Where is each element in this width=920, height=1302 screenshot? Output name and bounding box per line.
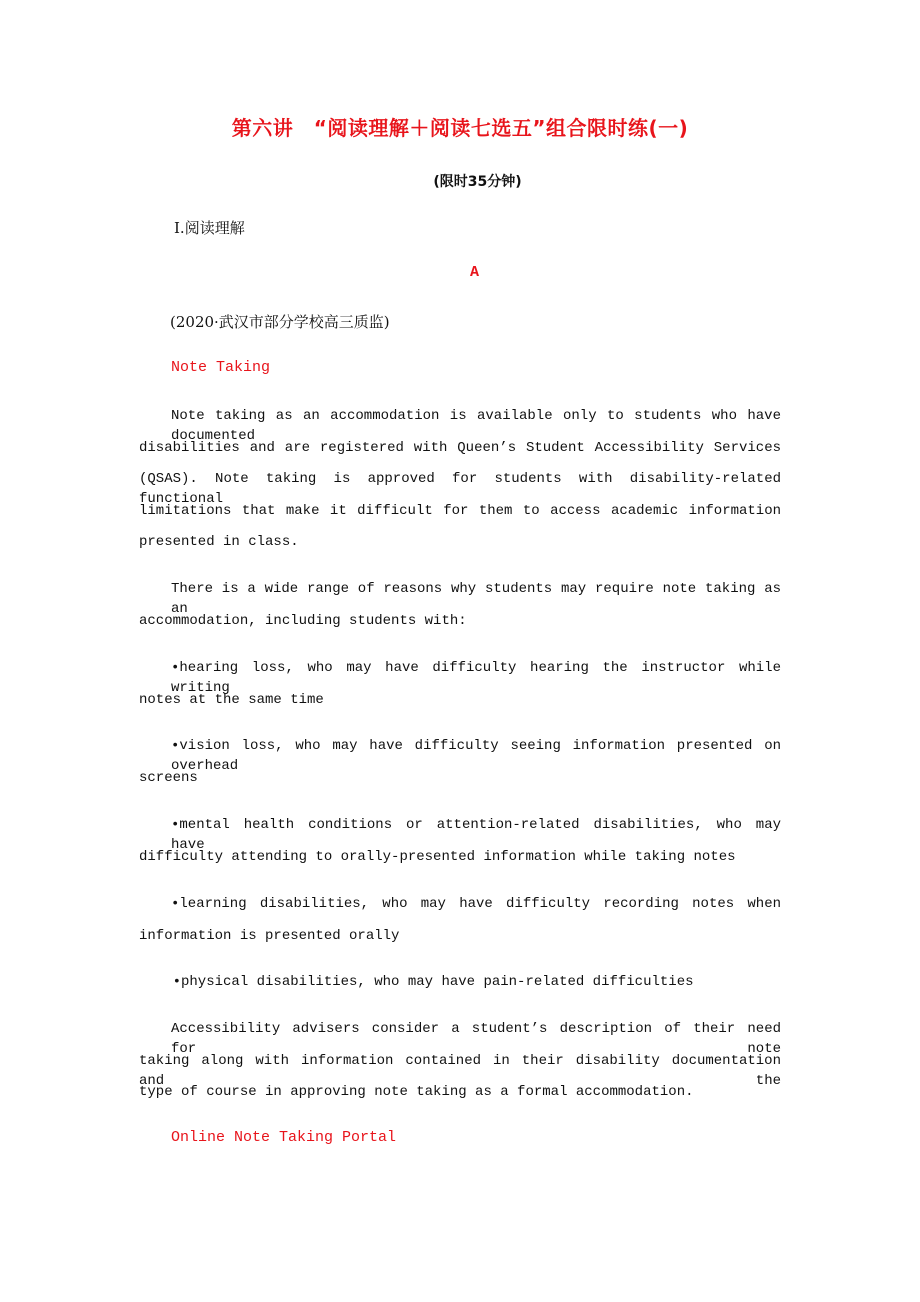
paragraph-line: taking along with information contained in their disability documentation and the: [139, 1052, 781, 1089]
paragraph: [139, 894, 781, 957]
paragraph-line: •vision loss, who may have difficulty seeing information presented on overhead: [171, 738, 781, 774]
time-limit: (限时35分钟): [433, 174, 522, 190]
paragraph-line: •hearing loss, who may have difficulty hearing the instructor while writing: [171, 660, 781, 696]
passage-heading-online-portal: Online Note Taking Portal: [171, 1129, 397, 1146]
paragraph-line: •physical disabilities, who may have pain-related difficulties: [139, 974, 694, 990]
paragraph: [139, 658, 781, 721]
paragraph: [139, 579, 781, 642]
paragraph-line: limitations that make it difficult for them to access academic information: [139, 502, 781, 519]
paragraph-line: Accessibility advisers consider a student’s description of their need for note: [171, 1021, 781, 1057]
page-title: 第六讲 “阅读理解＋阅读七选五”组合限时练(一): [231, 116, 689, 140]
paragraph: [139, 972, 781, 1004]
paragraph: [139, 815, 781, 878]
paragraph-line: presented in class.: [139, 534, 299, 551]
paragraph-line: •learning disabilities, who may have difficulty recording notes when: [171, 896, 781, 912]
passage-heading-note-taking: Note Taking: [171, 359, 271, 376]
paragraph-line: disabilities and are registered with Queen’s Student Accessibility Services: [139, 439, 781, 456]
paragraph-line: (QSAS). Note taking is approved for students with disability-related functional: [139, 471, 781, 508]
paragraph: [139, 736, 781, 799]
paragraph-line: Note taking as an accommodation is available only to students who have documented: [171, 408, 781, 444]
paragraph-line: •mental health conditions or attention-related disabilities, who may have: [171, 817, 781, 853]
passage-letter: A: [470, 264, 480, 281]
paragraph-line: accommodation, including students with:: [139, 612, 467, 629]
section-heading: Ⅰ.阅读理解: [174, 219, 245, 237]
paragraph: [139, 406, 781, 564]
paragraph: [139, 1019, 781, 1114]
paragraph-line: screens: [139, 769, 198, 786]
passage-source: (2020·武汉市部分学校高三质监): [170, 313, 390, 331]
paragraph-line: information is presented orally: [139, 927, 400, 944]
paragraph-line: notes at the same time: [139, 691, 324, 708]
paragraph-line: There is a wide range of reasons why students may require note taking as an: [171, 581, 781, 617]
paragraph-line: difficulty attending to orally-presented information while taking notes: [139, 848, 736, 865]
paragraph-line: type of course in approving note taking as a formal accommodation.: [139, 1084, 694, 1101]
